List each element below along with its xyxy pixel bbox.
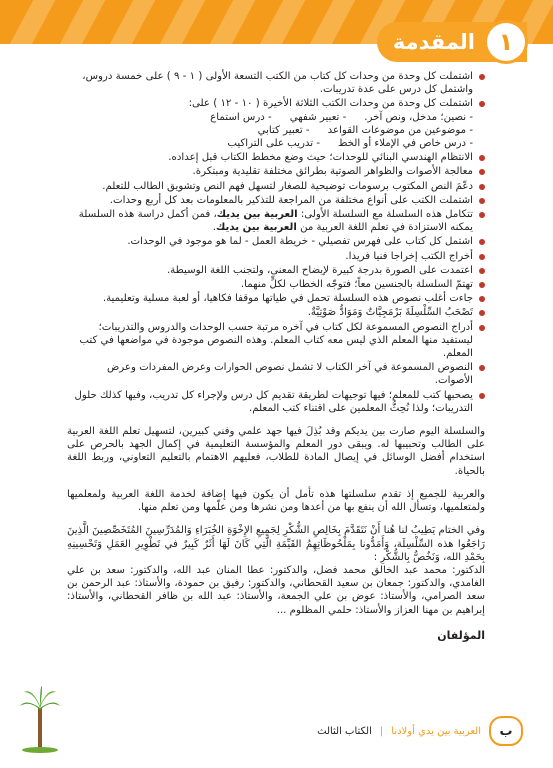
list-item: تهتمّ السلسلة بالجنسين معاً؛ فتوجّه الخطاب لكلٍّ منهما.: [67, 278, 485, 291]
list-item: [67, 208, 485, 234]
sub-item: - نصين؛ مدخل، ونص آخر.: [364, 111, 473, 123]
paragraph: والسلسلة اليوم صارت بين يديكم وقد بُذِلَ فيها جهد علمي وفني كبيرين، لتسهيل تعلم اللغة العربية على الطالب وتحبيبها له. ويبقى دور المعلم والمؤسسة التعليمية في إكمال الجهد بالحرص على استخدام أفضل الوسائل في إيصال المادة للطلاب، فعليهم الاهتمام بالتعليم التعاوني، وربط اللغة بالحياة.: [67, 426, 485, 477]
series-name: العربية بين يديك: [216, 209, 298, 221]
footer-separator: |: [379, 725, 384, 737]
list-item-text: .: [212, 222, 217, 234]
palm-tree-icon: [18, 684, 62, 754]
paragraph: وفي الختام يَطِيبُ لنا هُنا أَنْ نَتَقَدَّمَ بِخَالِصِ الشُّكْرِ لِجَمِيعِ الإِخْوَةِ الخُبَرَاءِ وَالمُدَرِّسِينَ المُتَخَصِّصِينَ الَّذِينَ رَاجَعُوا هذه السِّلْسِلَة، وَأَمَدُّونا بِمَلْحُوظَاتِهِمُ القَيِّمَةِ الَّتِي كَانَ لَهَا أَثَرٌ كَبِيرٌ في تَطْوِيرِ العَمَلِ وَتَحْسِينِهِ بِحَمْدِ الله، وَنَخُصُّ بِالشُّكْرِ :: [67, 525, 485, 563]
page-content: [67, 70, 485, 642]
list-item: [67, 97, 485, 150]
header-stripe: [101, 0, 160, 44]
sub-item: - درس خاص في الإملاء أو الخط: [338, 138, 473, 150]
sub-items-row: [67, 124, 473, 137]
header-stripe: [201, 0, 260, 44]
chapter-number: ١: [487, 23, 525, 61]
header-stripe: [1, 0, 60, 44]
series-name: العربية بين يديك: [216, 222, 297, 234]
features-list: [67, 70, 485, 415]
list-item-text: تتكامل هذه السلسلة مع السلسلة الأولى:: [297, 209, 473, 221]
list-item: تَصْحَبُ السِّلْسِلَةَ بَرْمَجِيَّاتٌ وَمَوَادُّ صَوْتِيَّةٌ.: [67, 306, 485, 319]
list-item: اشتملت كل وحدة من وحدات كل كتاب من الكتب التسعة الأولى ( ١ - ٩ ) على خمسة دروس، واشتمل كل درس على عدة تدريبات.: [67, 70, 485, 96]
sub-items-row: [67, 111, 473, 124]
page-footer: [317, 716, 523, 746]
list-item: اشتمل كل كتاب على فهرس تفصيلي - خريطة العمل - لما هو موجود في الوحدات.: [67, 235, 485, 248]
sub-items-row: [67, 137, 473, 150]
authors-label: المؤلفان: [437, 628, 485, 642]
paragraph: والعربية للجميع إذ تقدم سلسلتها هذه تأمل أن يكون فيها إضافة لخدمة اللغة العربية ولمعلميها ولمتعلميها، وتسأل الله أن ينفع بها من أعدها ومن نشرها ومن علّمها ومن تعلم منها.: [67, 488, 485, 514]
header-stripe: [151, 0, 210, 44]
list-item: معالجة الأصوات والظواهر الصوتية بطرائق مختلفة تقليدية ومبتكرة.: [67, 165, 485, 178]
list-item: اشتملت الكتب على أنواع مختلفة من المراجعة للتذكير بالمعلومات بعد كل أربع وحدات.: [67, 194, 485, 207]
book-title: الكتاب الثالث: [317, 725, 372, 737]
sub-item: - درس استماع: [210, 111, 272, 123]
list-item: أخراج الكتب إخراجا فنيا فريدا.: [67, 250, 485, 263]
list-item-text: ، فمن أكمل دراسة هذه السلسلة يمكنه الاستزادة في تعلم اللغة العربية من: [78, 209, 473, 234]
list-item: النصوص المسموعة في آخر الكتاب لا تشمل نصوص الحوارات وعرض المفردات وعرض الأصوات.: [67, 361, 485, 387]
series-title: العربية بين يدي أولادنا: [391, 725, 481, 737]
reviewers-paragraph: الدكتور: محمد عبد الخالق محمد فضل، والدكتور: عطا المنان عبد الله، والدكتور: سعد بن علي الغامدي، والدكتور: جمعان بن سعيد القحطاني، والدكتور: رفيق بن حمودة، والأستاذ: عبد الرحمن بن سعد الصرامي، والأستاذ: عوض بن علي الجمعة، والأستاذ: عبد الله بن ظافر القحطاني، والأستاذ: إبراهيم بن مهنا العزاز والأستاذ: حلمي المظلوم ...: [67, 564, 485, 616]
chapter-title-badge: [377, 22, 527, 62]
list-item: دعّمَ النص المكتوب برسومات توضيحية للصغار لتسهل فهم النص وتشويق الطالب للتعلم.: [67, 180, 485, 193]
list-item: جاءت أغلب نصوص هذه السلسلة تحمل في طياتها موقفا فكاهيا، أو لعبة مسلية وتعليمية.: [67, 292, 485, 305]
header-stripe: [301, 0, 360, 44]
header-stripe: [251, 0, 310, 44]
sub-item: - تدريب على التراكيب: [227, 138, 321, 150]
list-item-text: اشتملت كل وحدة من وحدات الكتب الثلاثة الأخيرة ( ١٠ - ١٢ ) على:: [188, 98, 473, 110]
chapter-title: المقدمة: [392, 30, 475, 54]
list-item: يصحبها كتب للمعلم؛ فيها توجيهات لطريقة تقديم كل درس ولإجراء كل تدريب، وفيها كذلك حلول التدريبات؛ ولذا نُحِثُّ المعلمين على اقتناء كتب المعلم.: [67, 389, 485, 415]
list-item: أدراج النصوص المسموعة لكل كتاب في آخره مرتبة حسب الوحدات والدروس والتدريبات؛ ليستفيد منها المعلم الذي ليس معه كتاب المعلم. وهذه النصوص موجودة في مواضعها في كتب المعلم.: [67, 321, 485, 361]
sub-item: - تعبير كتابي: [257, 124, 310, 136]
sub-item: - تعبير شفهي: [289, 111, 347, 123]
header-stripe: [51, 0, 110, 44]
list-item: اعتمدت على الصورة بدرجة كبيرة لإيضاح المعنى، ولتجنب اللغة الوسيطة.: [67, 264, 485, 277]
sub-item: - موضوعين من موضوعات القواعد: [327, 124, 473, 136]
list-item: الانتظام الهندسي البنائي للوحدات؛ حيث وضع مخطط الكتاب قبل إعداده.: [67, 151, 485, 164]
page-number: ب: [489, 716, 523, 746]
